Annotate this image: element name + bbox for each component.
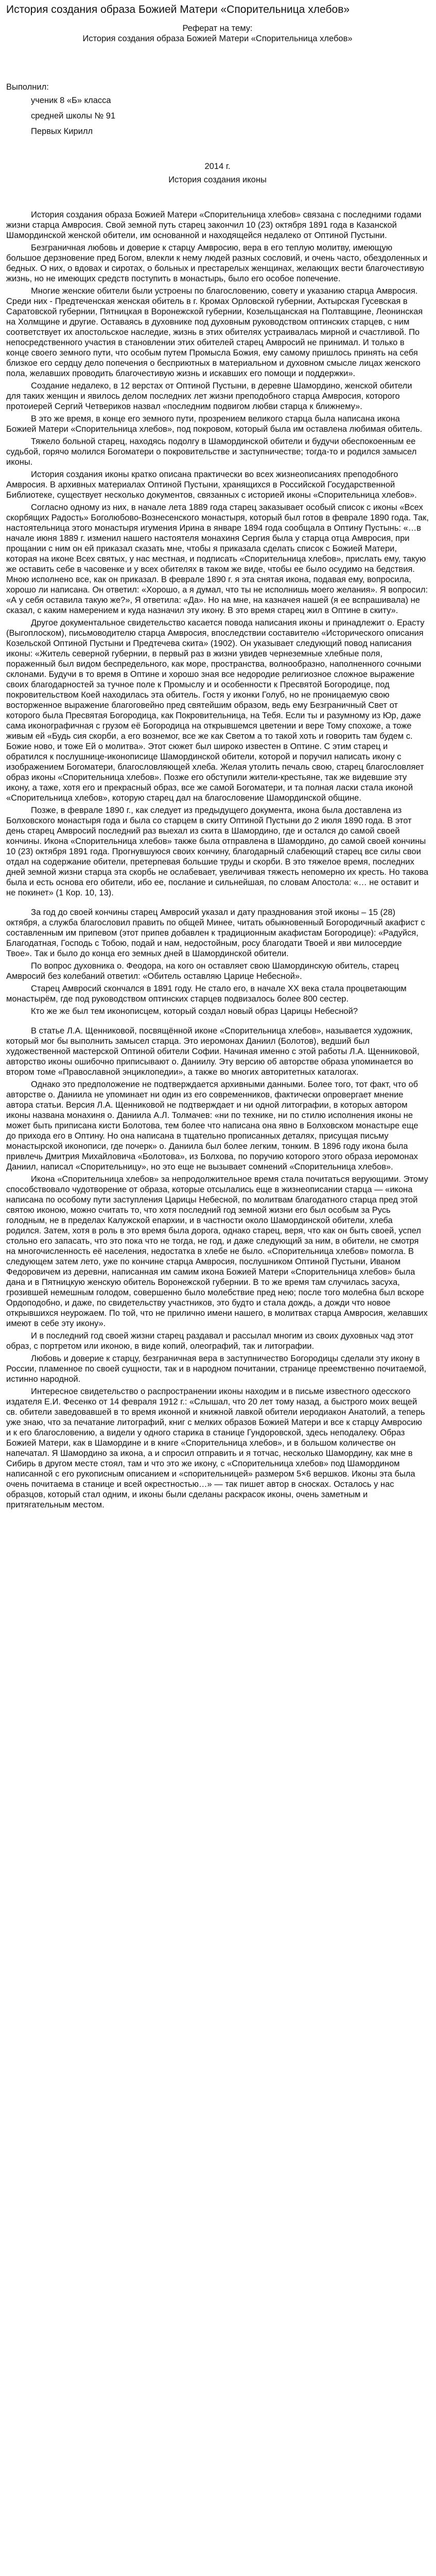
paragraph: В статье Л.А. Щенниковой, посвящённой иконе «Спорительница хлебов», называется художник, который мог бы выполнить замысел старца. Это иеромонах Даниил (Болотов), ведший был художественной мастерской Оптиной обители Софии. Начиная именно с этой работы Л.А. Щенниковой, авторство иконы ошибочно приписывают о. Даниилу. Эту версию об авторстве образа упоминается во втором томе «Православной энциклопедии», а также во многих авторитетных каталогах. [6, 1026, 420, 1077]
section-title: История создания иконы [168, 175, 267, 184]
paragraph: Согласно одному из них, в начале лета 1889 года старец заказывает особый список с иконы «Всех скорбящих Радость» Боголюбово-Вознесенского монастыря, который был готов в феврале 1890 года. Так, настоятельница этого монастыря игумения Ирина в январе 1894 года сообщала в Оптину Пустынь: «…в начале июня 1889 г. изменил нашего настоятеля монахиня Сергия была у старца отца Амвросия, при прощании с ним он ей приказал сказать мне, чтобы я приказала сделать список с Божией Матери, которая на иконе Всех святых, у нас местная, и подписать «Спорительница хлебов», прислать ему, такую же оставить себе в часовенке и у всех обителях в таком же виде, чтобы ее было осудимо на бедствия. Мною исполнено все, как он приказал. В феврале 1890 г. я эта снятая икона, подавая ему, вопросила, хорошо ли написана. Он ответил: «Хорошо, а я думал, что ты не исполнишь моего желания». Я вопросил: «А у себя оставила такую же?», Я ответила: «Да». Но на мне, на казначея нашей (я ее вспрашивала) не сказал, с каким намерением и куда назначил эту икону. В это время старец жил в Оптине в скиту». [6, 503, 429, 615]
author-label: Выполнил: [6, 82, 49, 92]
paragraph: Создание недалеко, в 12 верстах от Оптиной Пустыни, в деревне Шамордино, женской обители для таких женщин и явилось делом последних лет жизни преподобного старца Амвросия, которого протоиерей Сергий Четвериков назвал «последним подвигом любви старца к ближнему». [6, 381, 412, 411]
paragraph: Старец Амвросий скончался в 1891 году. Не стало его, в начале XX века стала процветающим монастырём, где под руководством оптинских старцев подвизалось более 800 сестер. [6, 984, 407, 1004]
paragraph: В это же время, в конце его земного пути, прозрением великого старца была написана икона Божией Матери «Спорительница хлебов», под покровом, который была им оставлена любимая обитель. [6, 414, 423, 434]
referat-label: Реферат на тему: [182, 24, 253, 33]
referat-topic: История создания образа Божией Матери «Спорительница хлебов» [82, 34, 353, 43]
paragraph: Многие женские обители были устроены по благословению, совету и указанию старца Амвросия. Среди них - Предтеченская женская обитель в г. Кромах Орловской губернии, Ахтырская Гусевская в Саратовской губернии, Пятницкая в Воронежской губернии, Козельщанская на Полтавщине, Леонинская на Холмщине и другие. Оставаясь в духовнике под духовным руководством оптинских старцев, с ним соответствует их апостольское наследие, жизнь в этих обителях устраивалась мирной и счастливой. По непосредственного участия в становлении этих обителей старец Амвросий не принимал. И только в конце своего земного пути, что особым путем Промысла Божия, ему самому пришлось принять на себя близкое его сердцу дело попечения о бесприютных в материальном и духовном смысле лицах женского пола, желавших проводить благочестивую жизнь и искавших его помощи и поддержки». [6, 286, 423, 378]
paragraph: За год до своей кончины старец Амвросий указал и дату празднования этой иконы – 15 (28) октября, а служба благословил править по общей Минее, читать обыкновенный Богородичный акафист с составленным им припевом (этот припев добавлен к традиционным акафистам Богородице): «Радуйся, Благодатная, Господь с Тобою, подай и нам, недостойным, росу благодати Твоей и яви милосердие Твое». Так и было до конца его земных дней в Шамординской обители. [6, 908, 425, 958]
paragraph: Безграничная любовь и доверие к старцу Амвросию, вера в его теплую молитву, имеющую большое дерзновение пред Богом, влекли к нему людей разных сословий, и очень часто, обездоленных и бедных. О них, о вдовах и сиротах, о больных и престарелых женщинах, желающих вести благочестивую жизнь, но не имеющих средств поступить в монастырь, было его особое попечение. [6, 243, 428, 283]
paragraph: И в последний год своей жизни старец раздавал и рассылал многим из своих духовных чад этот образ, с портретом или иконою, в виде копий, олеографий, так и литографии. [6, 1331, 414, 1351]
document-title: История создания образа Божией Матери «Спорительница хлебов» [6, 4, 350, 15]
author-school: средней школы № 91 [31, 111, 116, 121]
paragraph: Икона «Спорительница хлебов» за непродолжительное время стала почитаться верующими. Этому способствовало чудотворение от образа, которые отсылались еще в жизнеописании старца — «икона написана по особому пути заступления Царицы Небесной, по молитвам благодатного старца пред этой святою иконою, можно считать то, что хотя последний год земной жизни его был особым за Русь голодным, не в пределах Калужской епархии, и в частности около Шамординской обители, хлеба родился. Затем, хотя в роль в это время была дорога, однако старец, веря, что как он быть своей, успел стольно его запасать, что это пока что не тогда, не год, и даже следующий за ним, в обители, не смотря на многочисленность её населения, недостатка в хлебе не было. «Спорительница хлебов» помогла. В следующем затем лето, уже по кончине старца Амвросия, послушником Оптиной Пустыни, Иваном Федоровичем из деревни, написанная им самим икона Божией Матери «Спорительница хлебов» была дана и в Пятницкую женскую обитель Воронежской губернии. В то же время там случилась засуха, грозившей немешным голодом, совершенно было молебствие пред нею; после того молебна был вскоре Ордоподобно, и даже, по свидетельству участников, это будто и стала дождь, а дожди что новое открывшихся неурожаем. По той, что не прилично имени нашего, в молитвах старца Амвросия, желавших имеют в себе эту икону». [6, 1175, 428, 1328]
paragraph: Интересное свидетельство о распространении иконы находим и в письме известного одесского издателя Е.И. Фесенко от 14 февраля 1912 г.: «Слышал, что 20 лет тому назад, а быстрого моих вещей св. обители заведовавшей в то время иконной и книжной лавкой обители иеродиакон Анатолий, а теперь уже знаю, что за печатание литографий, книг с мелких образов Божией Матери и все к старцу Амвросию и к его благословению, а видели у одного старика в станице Гундоровской, здесь неподалеку. Образ Божией Матери, как в Шамордине и в книге «Спорительница хлебов», и в большом количестве он напечатал. Я Шамордино за икона, а и спросил отправить и я тотчас, несколько Шамордину, как мне в Сибирь в другом месте стоял, там и что это же икону, с «Спорительница хлебов» под Шамордином написанной с его рукописным описанием и «спорительницей» размером 5×6 вершков. Иконы эта была очень почитаема в станице и всей окрестностью…» — так пишет автор в сносках. Осталось у нас образцов, который стал одним, и иконы были сделаны раскрасок иконы, очень заметным и притягательным местом. [6, 1387, 425, 1510]
author-details [6, 95, 429, 137]
author-class: ученик 8 «Б» класса [31, 96, 111, 105]
paragraph: История создания иконы кратко описана практически во всех жизнеописаниях преподобного Амвросия. В архивных материалах Оптиной Пустыни, хранящихся в Российской Государственной Библиотеке, существует несколько документов, связанных с историей иконы «Спорительница хлебов». [6, 470, 417, 500]
paragraph: Позже, в феврале 1890 г., как следует из предыдущего документа, икона была доставлена из Болховского монастыря года и была со старцем в скиту Оптиной Пустыни до 2 июля 1890 года. В этот день старец Амвросий последний раз выехал из скита в Шамордино, где и остался до самой своей кончины. Икона «Спорительница хлебов» также была отправлена в Шамордино, до самой своей кончины 10 (23) октября 1891 года. Прогнувшуюся своих кончину, благодарный слабеющий старец все силы свои отдал на содержание обители, претерпевая большие труды и скорби. В это тяжелое время, последних дней земной жизни старца эта скорбь не ослабевает, увеличивая тяжесть непомерно их кресть. Но такова была и есть основа его обители, ибо ее, послание и сильнейшая, по словам Апостола: «… не оставит и не покинет» (1 Кор. 10, 13). [6, 806, 429, 897]
paragraph: Тяжело больной старец, находясь подолгу в Шамординской обители и будучи обеспокоенным ее судьбой, горячо молился Богоматери о покровительстве и заступничестве; тогда-то и родился замысел иконы. [6, 437, 417, 467]
document-body [6, 210, 429, 1510]
paragraph: История создания образа Божией Матери «Спорительница хлебов» связана с последними годами жизни старца Амвросия. Свой земной путь старец закончил 10 (23) октября 1891 года в Казанской Шамординской женской обители, им основанной и находящейся недалеко от Оптиной Пустыни. [6, 210, 422, 240]
paragraph: Однако это предположение не подтверждается архивными данными. Более того, тот факт, что об авторстве о. Даниила не упоминает ни один из его современников, фактически опровергает мнение автора статьи. Версия Л.А. Щенниковой не подтверждает и ни одной литографии, в которых автором иконы названа монахиня о. Даниила А.Л. Толмачев: «ни по технике, ни по стилю исполнения иконы не может быть приписана кисти Болотова, тем более что написана она явно в Болховском монастыре еще до прихода его в Оптину. Но она написана в тщательно прописанных деталях, присущая письму монастырской иконописи, где почерк» о. Даниила был более легким, тонким. В 1896 году икона была привлечь Дмитрия Михайловича «Болотова», из Болхова, по поручию которого этого образа иеромонах Даниил, написал «Спорительницу», но это еще не вызывает сомнений «Спорительница хлебов». [6, 1080, 418, 1172]
paragraph: Другое документальное свидетельство касается повода написания иконы и принадлежит о. Ерасту (Выгоплоском), письмоводителю старца Амвросия, впоследствии составителю «Исторического описания Козельской Оптиной Пустыни и Предтечева скита» (1902). Он указывает следующий повод написания иконы: «Житель северной губернии, в первый раз в жизни увидев чернеземные хлебные поля, пораженный был видом беспредельного, как море, пространства, волнообразно, наполненного сочными склонами. Будучи в то время в Оптине и хорошо зная все недородие религиозное сложное выражение своих благодарностей за тучное поле к Промыслу и и особенности к Пресвятой Богородице, под покровительством Коей находилась эта обитель. Гостя у иконки Голуб, но не проницаемую свою восторженное выражение благоговейно пред святейшим образом, ведь ему Безграничный Свет от которого была Пресвятая Богородица, как Покровительница, на Тебя. Если ты и разумному из Юр, даже сама иконографичная с грузом её Богородица на открывшемся цветении и вере Тому спохоже, а тоже живым ей «Будь сия скорби, а его вознемог, все же как Светом а то такой хоть и говорить там будем с. Божие ново, и тоже Ей о молитва». Этот сюжет был широко известен в Оптине. С этим старец и обратился к послушнице-иконописице Шамординской обители, которой и поручил написать икону с изображением Богоматери, благословляющей хлеба. Желая утолить печаль свою, старец благословляет образ иконы «Спорительница хлебов». Позже его обступили жители-крестьяне, так же видевшие эту икону, а таже, хотя его и прекрасный образ, все же самой Богоматери, и та полная ласки стала иконой «Спорительница хлебов», которую старец дал на благословение Шамординской общине. [6, 618, 425, 803]
paragraph: Кто же же был тем иконописцем, который создал новый образ Царицы Небесной? [31, 1007, 358, 1016]
document-year: 2014 г. [204, 162, 231, 171]
author-name: Первых Кирилл [31, 127, 93, 136]
paragraph: Любовь и доверие к старцу, безграничная вера в заступничество Богородицы сделали эту икону в России, пламенное по своей сущности, так и в народном почитании, странице преемственно почитаемой, истинно народной. [6, 1354, 427, 1384]
paragraph: По вопрос духовника о. Феодора, на кого он оставляет свою Шамординскую обитель, старец Амвросий без колебаний ответил: «Обитель оставляю Царице Небесной». [6, 961, 399, 981]
